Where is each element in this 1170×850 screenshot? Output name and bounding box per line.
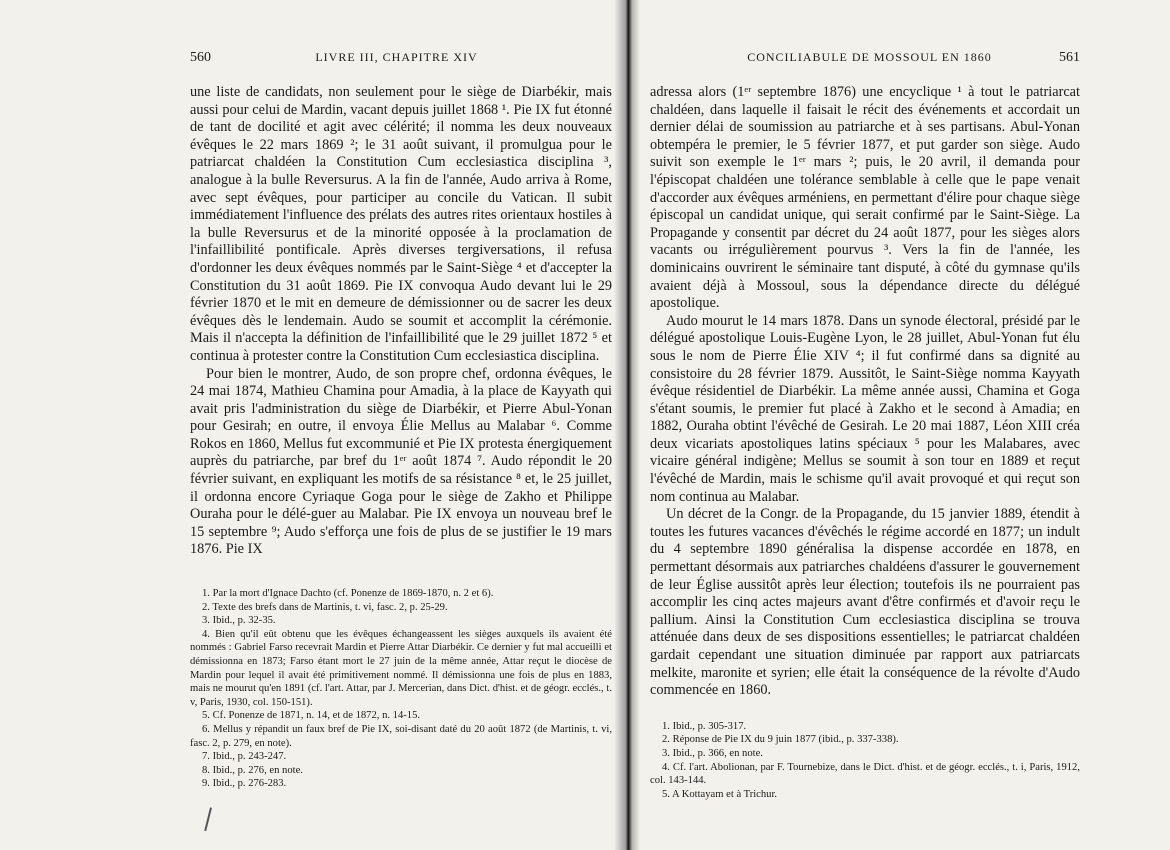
pencil-mark: [204, 807, 218, 832]
left-footnotes: [190, 587, 612, 791]
left-paragraph: Pour bien le montrer, Audo, de son propre chef, ordonna évêques, le 24 mai 1874, Mathieu Chamina pour Amadia, à la place de Kayyath qui avait pris l'administration du siège de Diarbékir, et Pierre Abul-Yonan pour Gesirah; en outre, il envoya Élie Mellus au Malabar ⁶. Comme Rokos en 1860, Mellus fut excommunié et Pie IX protesta énergiquement auprès du patriarche, par bref du 1ᵉʳ août 1874 ⁷. Audo répondit le 20 février suivant, en expliquant les motifs de sa résistance ⁸ et, le 25 juillet, il ordonna encore Cyriaque Goga pour le siège de Zakho et Philippe Ouraha pour le délé-guer au Malabar. Pie IX envoya un nouveau bref le 15 septembre ⁹; Audo s'efforça une fois de plus de se justifier le 19 mars 1876. Pie IX: [190, 365, 612, 558]
left-paragraph: une liste de candidats, non seulement pour le siège de Diarbékir, mais aussi pour celui de Mardin, vacant depuis juillet 1868 ¹. Pie IX fut étonné de tant de docilité et agit avec célérité; il nomma les deux nouveaux évêques le 22 mars 1869 ²; le 31 août suivant, il promulgua pour le patriarcat chaldéen la Constitution Cum ecclesiastica disciplina ³, analogue à la bulle Reversurus. A la fin de l'année, Audo arriva à Rome, avec sept évêques, pour participer au concile du Vatican. Il subit immédiatement l'influence des prélats des autres rites orientaux hostiles à la bulle Reversurus et de la minorité opposée à la proclamation de l'infaillibilité pontificale. Après diverses tergiversations, il refusa d'ordonner les deux évêques nommés par le Saint-Siège ⁴ et d'accepter la Constitution du 31 août 1869. Pie IX convoqua Audo devant lui le 29 février 1870 et le mit en demeure de démissionner ou de sacrer les deux évêques dès le lendemain. Audo se soumit et accomplit la cérémonie. Mais il n'accepta la définition de l'infaillibilité que le 29 juillet 1872 ⁵ et continua à protester contre la Constitution Cum ecclesiastica disciplina.: [190, 84, 612, 364]
footnote: 3. Ibid., p. 32-35.: [202, 615, 276, 627]
footnote: 5. A Kottayam et à Trichur.: [662, 788, 778, 800]
footnote: 3. Ibid., p. 366, en note.: [662, 747, 763, 759]
footnote: 4. Cf. l'art. Abolionan, par F. Tournebize, dans le Dict. d'hist. et de géogr. ecclés., t. i, Paris, 1912, col. 143-144.: [650, 761, 1080, 787]
footnote: 1. Ibid., p. 305-317.: [662, 720, 747, 732]
left-running-head: [190, 50, 612, 72]
right-paragraph: adressa alors (1ᵉʳ septembre 1876) une encyclique ¹ à tout le patriarcat chaldéen, dans laquelle il faisait le récit des événements et accordait un dernier délai de soumission au patriarche et à ses partisans. Abul-Yonan obtempéra le premier, le 5 février 1877, et put garder son siège. Audo suivit son exemple le 1ᵉʳ mars ²; puis, le 20 avril, il demanda pour l'épiscopat chaldéen une tolérance semblable à celle que le pape venait d'accorder aux évêques arméniens, en permettant d'élire pour chaque siège épiscopal un candidat unique, qui serait confirmé par le Saint-Siège. La Propagande y consentit par décret du 24 août 1877, pour les sièges alors vacants ou irrégulièrement pourvus ³. Vers la fin de l'année, les dominicains ouvrirent le séminaire tant disputé, à côté du gymnase qu'ils avaient déjà à Mossoul, sous la dépendance directe du délégué apostolique.: [650, 84, 1080, 312]
right-page: [626, 0, 1170, 850]
footnote: 1. Par la mort d'Ignace Dachto (cf. Ponenze de 1869-1870, n. 2 et 6).: [202, 588, 494, 600]
book-gutter: [614, 0, 640, 850]
left-chapter-title: LIVRE III, CHAPITRE XIV: [315, 50, 478, 64]
right-page-number: 561: [1059, 50, 1080, 65]
footnote: 7. Ibid., p. 243-247.: [202, 751, 287, 763]
right-chapter-title: CONCILIABULE DE MOSSOUL EN 1860: [747, 50, 992, 64]
right-body-text: [650, 84, 1080, 700]
footnote: 5. Cf. Ponenze de 1871, n. 14, et de 1872, n. 14-15.: [202, 710, 421, 722]
right-paragraph: Un décret de la Congr. de la Propagande, du 15 janvier 1889, étendit à toutes les futures vacances d'évêchés le régime accordé en 1877; un indult du 4 septembre 1890 généralisa la dispense accordée en 1878, en permettant désormais aux patriarches chaldéens d'assurer le gouvernement de leur Église aussitôt après leur élection; toutefois ils ne pourraient pas accomplir les cinq actes majeurs avant d'être confirmés et d'avoir reçu le pallium. Ainsi la Constitution Cum ecclesiastica disciplina se trouva atténuée dans deux de ses dispositions essentielles; le patriarcat chaldéen gardait cependant une situation diminuée par rapport aux patriarcats melkite, maronite et syrien; elle était la conséquence de la révolte d'Audo commencée en 1860.: [650, 506, 1080, 699]
footnote: 6. Mellus y répandit un faux bref de Pie IX, soi-disant daté du 20 août 1872 (de Martinis, t. vi, fasc. 2, p. 279, en note).: [190, 723, 612, 749]
right-paragraph: Audo mourut le 14 mars 1878. Dans un synode électoral, présidé par le délégué apostolique Louis-Eugène Lyon, le 28 juillet, Abul-Yonan fut élu sous le nom de Pierre Élie XIV ⁴; il fut confirmé dans sa dignité au consistoire du 28 février 1879. Aussitôt, le Saint-Siège nomma Kayyath évêque résidentiel de Diarbékir. La même année aussi, Chamina et Goga s'étant soumis, le premier fut placé à Zakho et le second à Amadia; en 1882, Ouraha obtint l'évêché de Gesirah. Le 20 mai 1887, Léon XIII créa deux vicariats apostoliques latins spéciaux ⁵ pour les Malabares, avec vicaire général indigène; Mellus se soumit à son tour en 1889 et reçut l'évêché de Mardin, mais le schisme qu'il avait provoqué et qui reçut son nom continua au Malabar.: [650, 312, 1080, 505]
footnote: 9. Ibid., p. 276-283.: [202, 778, 287, 790]
left-body-text: [190, 84, 612, 559]
footnote: 2. Réponse de Pie IX du 9 juin 1877 (ibid., p. 337-338).: [662, 734, 899, 746]
footnote: 2. Texte des brefs dans de Martinis, t. vi, fasc. 2, p. 25-29.: [202, 601, 448, 613]
right-footnotes: [650, 720, 1080, 802]
left-page-number: 560: [190, 50, 211, 65]
right-running-head: [650, 50, 1080, 72]
footnote: 4. Bien qu'il eût obtenu que les évêques échangeassent les sièges auxquels ils avaient été nommés : Gabriel Farso recevrait Mardin et Pierre Attar Diarbékir. Ce dernier y fut mal accueilli et démissionna en 1873; Farso étant mort le 27 juin de la même année, Attar reçut le diocèse de Mardin pour lequel il avait été primitivement nommé. Il démissionna une fois de plus en 1883, mais ne mourut qu'en 1891 (cf. l'art. Attar, par J. Mercerian, dans Dict. d'hist. et de géogr. ecclés., t. v, Paris, 1930, col. 150-151).: [190, 628, 612, 708]
footnote: 8. Ibid., p. 276, en note.: [202, 764, 303, 776]
